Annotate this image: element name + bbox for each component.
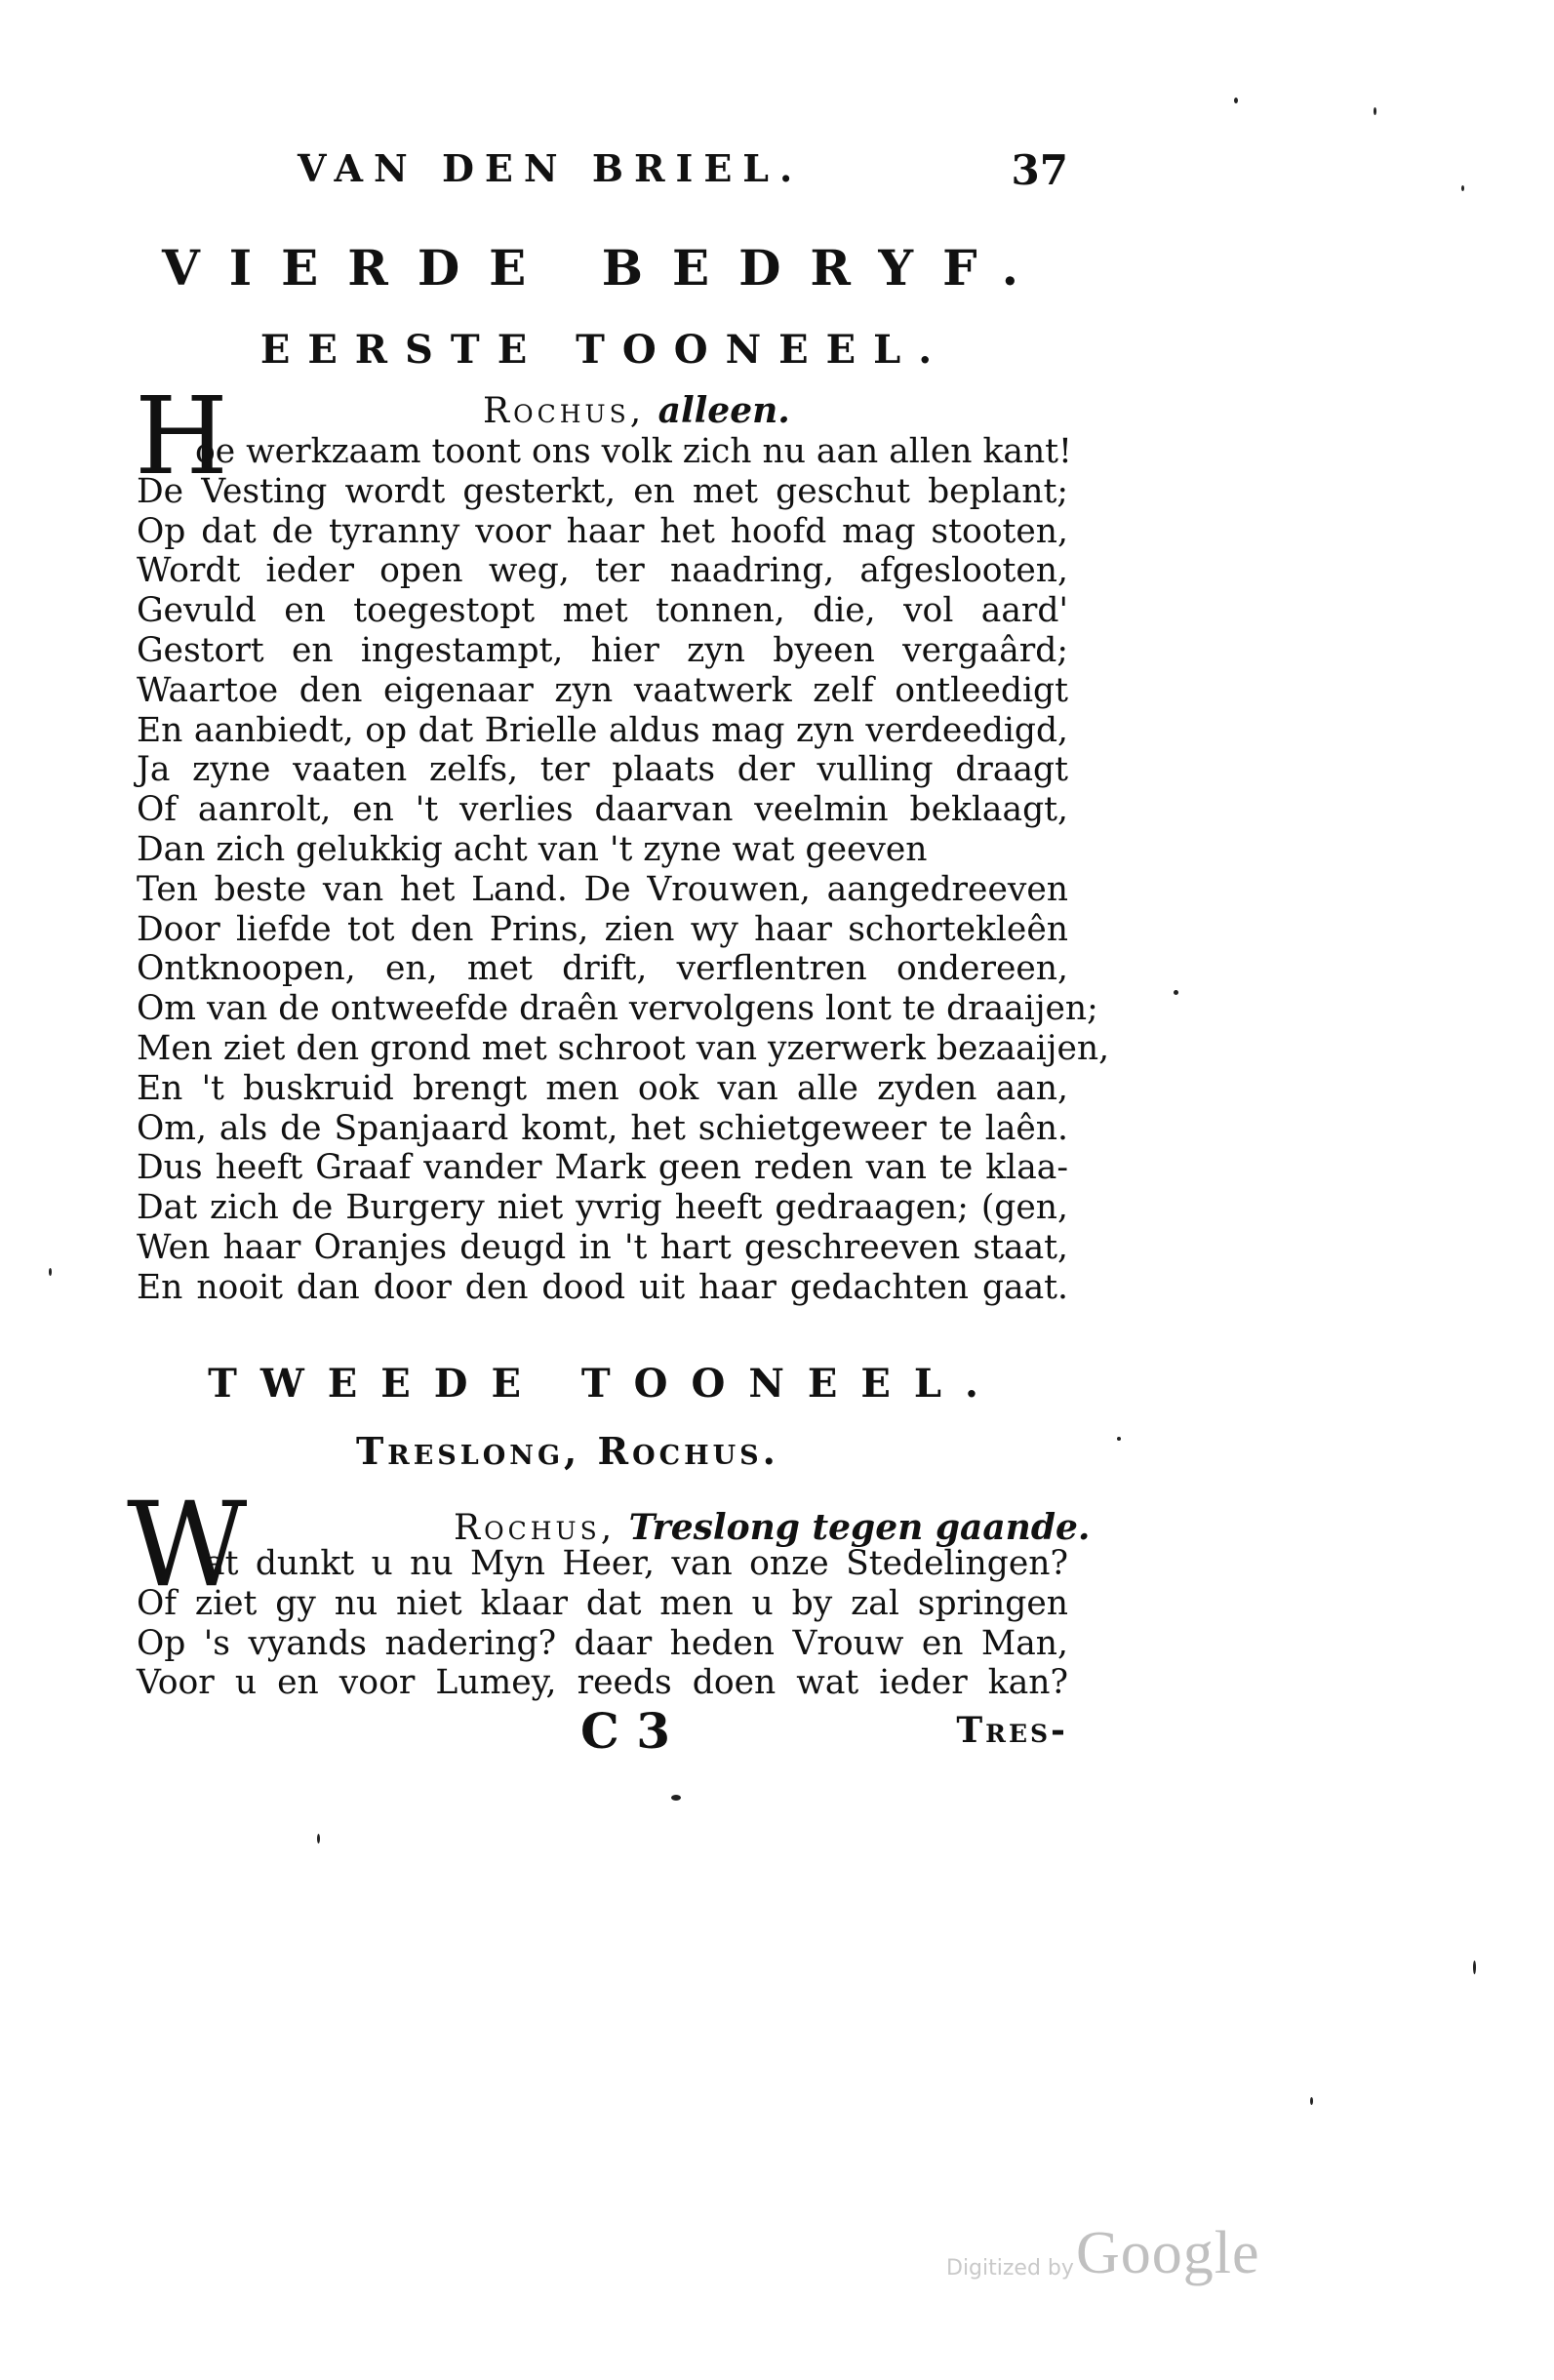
running-head	[298, 146, 1068, 195]
verse-line: Dus heeft Graaf vander Mark geen reden van te klaa-	[137, 1148, 1068, 1188]
catchword: Tres-	[956, 1710, 1068, 1751]
running-title: VAN DEN BRIEL.	[298, 146, 804, 190]
verse-line: at dunkt u nu Myn Heer, van onze Stedelingen?	[205, 1544, 1068, 1583]
paper-speck	[49, 1268, 52, 1276]
digitization-watermark	[946, 2219, 1268, 2287]
verse-line: Gestort en ingestampt, hier zyn byeen vergaârd;	[137, 630, 1068, 670]
paper-speck	[1117, 1437, 1121, 1441]
paper-speck	[1234, 98, 1238, 103]
google-logo: Google	[1076, 2220, 1260, 2286]
speaker-name: Rochus,	[483, 391, 646, 431]
verse-block-1	[137, 432, 1110, 1308]
verse-line: Ja zyne vaaten zelfs, ter plaats der vulling draagt	[137, 750, 1068, 790]
verse-line: Ten beste van het Land. De Vrouwen, aangedreeven	[137, 869, 1068, 909]
speaker-name: Rochus,	[454, 1508, 617, 1548]
verse-line: Of ziet gy nu niet klaar dat men u by zal springen	[137, 1583, 1068, 1623]
verse-line: Ontknoopen, en, met drift, verflentren ondereen,	[137, 949, 1068, 989]
verse-line: En 't buskruid brengt men ook van alle zyden aan,	[137, 1068, 1068, 1108]
paper-speck	[1461, 185, 1464, 191]
paper-speck	[317, 1834, 320, 1844]
verse-line: Wen haar Oranjes deugd in 't hart geschreeven staat,	[137, 1227, 1068, 1267]
cast-list: Treslong, Rochus.	[356, 1429, 779, 1473]
verse-line: Gevuld en toegestopt met tonnen, die, vol aard'	[137, 591, 1068, 631]
page-number: 37	[1011, 146, 1068, 194]
verse-line: Om van de ontweefde draên vervolgens lont te draaijen;	[137, 989, 1098, 1029]
speaker-line-1	[483, 390, 790, 431]
verse-line: Om, als de Spanjaard komt, het schietgeweer te laên.	[137, 1108, 1068, 1148]
scene-heading-2: TWEEDE TOONEEL.	[208, 1361, 1002, 1407]
verse-line: En aanbiedt, op dat Brielle aldus mag zyn verdeedigd,	[137, 710, 1068, 750]
paper-speck	[671, 1795, 681, 1801]
verse-line: Wordt ieder open weg, ter naadring, afgeslooten,	[137, 551, 1068, 591]
stage-direction: Treslong tegen gaande.	[628, 1507, 1091, 1548]
verse-line: Voor u en voor Lumey, reeds doen wat ieder kan?	[137, 1663, 1068, 1703]
signature-mark: C 3	[580, 1702, 670, 1760]
scene-heading-1: EERSTE TOONEEL.	[259, 327, 950, 373]
act-heading: VIERDE BEDRYF.	[161, 239, 1049, 297]
verse-line: Dat zich de Burgery niet yvrig heeft gedraagen; (gen,	[137, 1188, 1068, 1228]
verse-line: Men ziet den grond met schroot van yzerwerk bezaaijen,	[137, 1028, 1110, 1068]
paper-speck	[1473, 1961, 1476, 1974]
paper-speck	[1174, 990, 1178, 995]
speaker-line-2	[454, 1507, 1090, 1548]
page-footer	[137, 1702, 1068, 1760]
paper-speck	[1374, 107, 1376, 115]
paper-speck	[1310, 2097, 1313, 2105]
verse-line: De Vesting wordt gesterkt, en met geschut beplant;	[137, 471, 1068, 511]
verse-line: oe werkzaam toont ons volk zich nu aan allen kant!	[195, 432, 1072, 471]
verse-line: Of aanrolt, en 't verlies daarvan veelmin beklaagt,	[137, 790, 1068, 830]
verse-line: En nooit dan door den dood uit haar gedachten gaat.	[137, 1267, 1068, 1307]
verse-block-2	[137, 1544, 1068, 1703]
watermark-text: Digitized by	[946, 2256, 1074, 2281]
verse-line: Waartoe den eigenaar zyn vaatwerk zelf ontleedigt	[137, 670, 1068, 710]
verse-line: Dan zich gelukkig acht van 't zyne wat geeven	[137, 829, 928, 869]
stage-direction: alleen.	[657, 390, 790, 431]
verse-line: Op 's vyands nadering? daar heden Vrouw en Man,	[137, 1623, 1068, 1663]
drop-cap-2: W	[127, 1478, 248, 1613]
verse-line: Op dat de tyranny voor haar het hoofd mag stooten,	[137, 511, 1068, 551]
drop-cap-1: H	[135, 374, 228, 498]
verse-line: Door liefde tot den Prins, zien wy haar schortekleên	[137, 909, 1068, 949]
